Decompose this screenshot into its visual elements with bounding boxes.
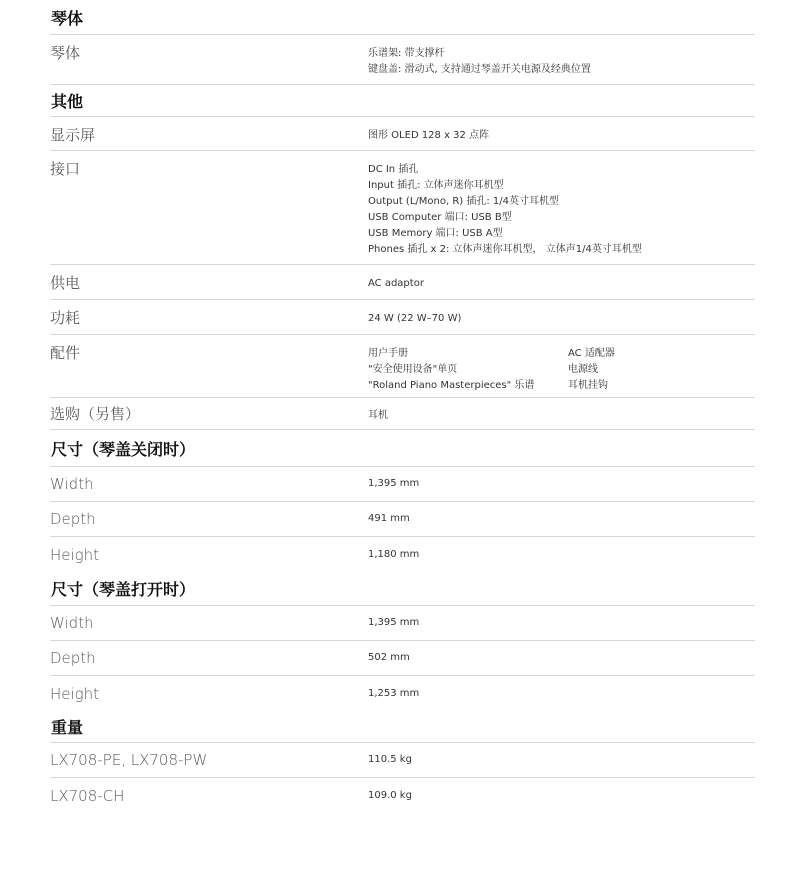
- spec-value-line: "Roland Piano Masterpieces" 乐谱: [368, 380, 535, 391]
- spec-value: [368, 398, 755, 429]
- accessories-column-2: [568, 346, 755, 397]
- spec-value: [368, 117, 755, 150]
- spec-value-line: USB Computer 端口: USB B型: [368, 212, 512, 223]
- spec-row-depth-open: [50, 641, 755, 676]
- spec-row-power: [50, 265, 755, 300]
- spec-value: 491 mm: [368, 513, 410, 524]
- spec-label: 配件: [50, 344, 81, 362]
- spec-value-line: Output (L/Mono, R) 插孔: 1/4英寸耳机型: [368, 196, 559, 207]
- spec-value: [368, 300, 755, 334]
- spec-row-weight-pe-pw: [50, 743, 755, 778]
- spec-label: Depth: [50, 510, 96, 528]
- spec-row-ports: [50, 151, 755, 265]
- spec-value-line: 电源线: [568, 364, 598, 375]
- spec-value: [368, 265, 755, 299]
- spec-value-line: "安全使用设备"单页: [368, 364, 458, 375]
- spec-label: LX708-CH: [50, 786, 125, 805]
- spec-value: 1,253 mm: [368, 687, 420, 699]
- spec-value-line: Input 插孔: 立体声迷你耳机型: [368, 180, 504, 191]
- spec-value: 1,395 mm: [368, 617, 420, 628]
- spec-value: [368, 35, 755, 84]
- spec-label: Height: [50, 684, 100, 703]
- spec-row-body: [50, 35, 755, 85]
- spec-label: 功耗: [50, 309, 81, 327]
- spec-row-display: [50, 117, 755, 151]
- spec-value-line: AC adaptor: [368, 278, 424, 289]
- spec-row-accessories: [50, 335, 755, 398]
- spec-value-line: 键盘盖: 滑动式, 支持通过琴盖开关电源及经典位置: [368, 64, 591, 75]
- spec-value: [368, 335, 755, 397]
- spec-table: [50, 0, 755, 813]
- spec-label: LX708-PE, LX708-PW: [50, 751, 208, 769]
- spec-row-height-closed: [50, 537, 755, 572]
- spec-value-line: 24 W (22 W–70 W): [368, 313, 462, 324]
- spec-value-line: 用户手册: [368, 348, 408, 359]
- section-header-other: 其他: [50, 85, 755, 117]
- spec-row-consumption: [50, 300, 755, 335]
- spec-value-line: 图形 OLED 128 x 32 点阵: [368, 130, 490, 141]
- spec-row-width-closed: [50, 467, 755, 502]
- section-header-dims-closed: 尺寸（琴盖关闭时）: [50, 430, 755, 467]
- spec-row-optional: [50, 398, 755, 430]
- spec-label: 琴体: [50, 44, 81, 62]
- spec-row-depth-closed: [50, 502, 755, 537]
- spec-label: Width: [50, 614, 94, 632]
- section-header-weight: 重量: [50, 711, 755, 743]
- spec-value: 109.0 kg: [368, 789, 412, 801]
- spec-label: 供电: [50, 274, 81, 292]
- spec-value-line: DC In 插孔: [368, 164, 419, 175]
- spec-label: Depth: [50, 649, 96, 667]
- spec-value-line: Phones 插孔 x 2: 立体声迷你耳机型， 立体声1/4英寸耳机型: [368, 244, 642, 255]
- spec-value-line: USB Memory 端口: USB A型: [368, 228, 503, 239]
- spec-value: 110.5 kg: [368, 754, 412, 765]
- spec-value: [368, 151, 755, 264]
- spec-row-width-open: [50, 606, 755, 641]
- spec-label: 接口: [50, 160, 81, 178]
- spec-label: 显示屏: [50, 126, 96, 144]
- spec-value: 502 mm: [368, 652, 410, 663]
- section-header-body: 琴体: [50, 0, 755, 35]
- spec-value-line: 乐谱架: 带支撑杆: [368, 48, 445, 59]
- accessories-column-1: [368, 346, 568, 397]
- spec-value-line: AC 适配器: [568, 348, 615, 359]
- spec-value: 1,395 mm: [368, 478, 420, 489]
- section-header-dims-open: 尺寸（琴盖打开时）: [50, 572, 755, 606]
- spec-value-line: 耳机: [368, 410, 388, 421]
- spec-row-height-open: [50, 676, 755, 711]
- spec-label: Width: [50, 475, 94, 493]
- spec-value: 1,180 mm: [368, 548, 420, 560]
- spec-value-line: 耳机挂钩: [568, 380, 608, 391]
- spec-label: Height: [50, 545, 100, 564]
- spec-label: 选购（另售）: [50, 405, 141, 423]
- spec-row-weight-ch: [50, 778, 755, 813]
